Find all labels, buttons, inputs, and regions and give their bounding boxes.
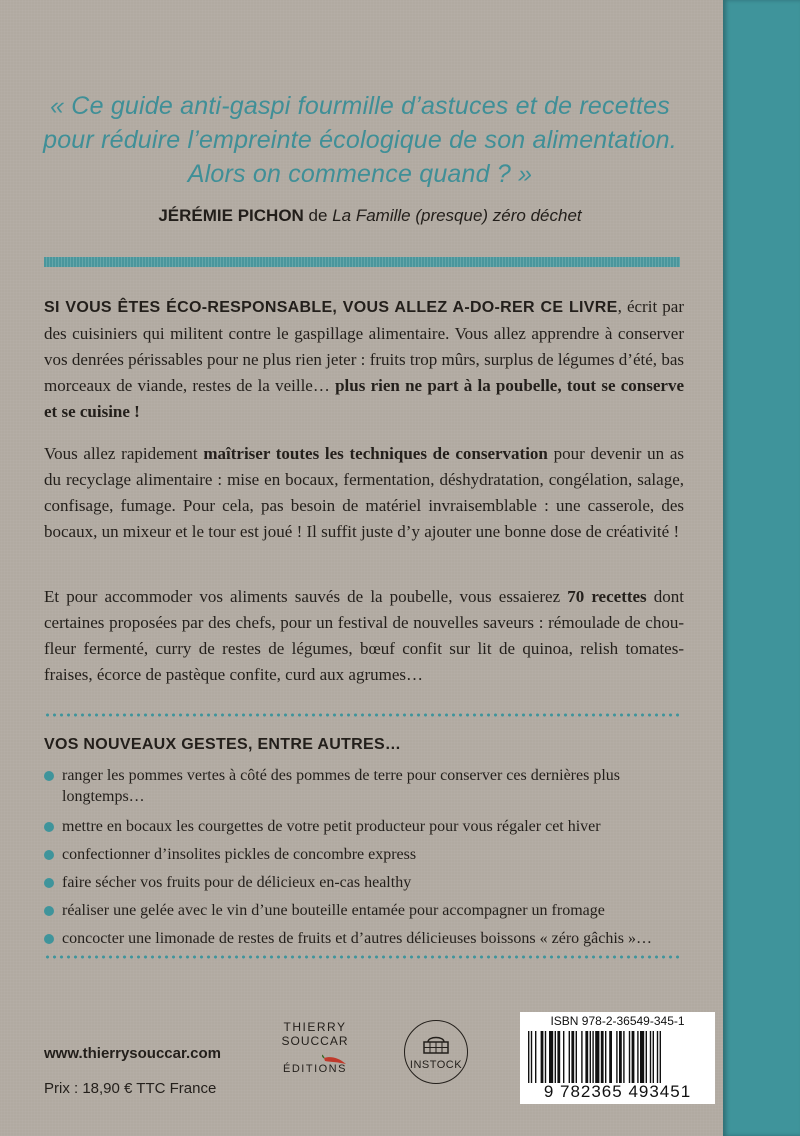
basket-icon: [422, 1033, 450, 1055]
list-item-text: confectionner d’insolites pickles de concombre express: [62, 846, 417, 863]
recipes-text-2: dont certaines proposées par des chefs, pour un festival de nouvelles saveurs : rémoulade de chou-fleur fermenté, curry de restes de légumes, bœuf confit sur lit de quinoa, relish tomates-fraises, écorce de pastèque confite, curd aux agrumes…: [44, 587, 685, 684]
bullet-dot-icon: [44, 771, 54, 781]
gestures-heading: VOS NOUVEAUX GESTES, ENTRE AUTRES…: [44, 736, 402, 753]
bullet-dot-icon: [44, 906, 54, 916]
list-item: [44, 872, 684, 893]
barcode-bar: [576, 1031, 577, 1083]
barcode-bar: [585, 1031, 588, 1083]
spine-band: [723, 0, 800, 1136]
barcode-bar: [653, 1031, 654, 1083]
barcode-bar: [531, 1031, 532, 1083]
barcode-bar: [569, 1031, 570, 1083]
barcode-bar: [637, 1031, 638, 1083]
barcode-bar: [563, 1031, 564, 1083]
publisher-name-line1: THIERRY: [283, 1020, 347, 1034]
list-item: [44, 765, 684, 807]
barcode-bar: [557, 1031, 560, 1083]
intro-bold: plus rien ne part à la poubelle, tout se conserve et se cuisine !: [44, 376, 684, 421]
barcode-bar: [640, 1031, 644, 1083]
attribution-connector: de: [303, 206, 333, 225]
list-item-text: mettre en bocaux les courgettes de votre petit producteur pour vous régaler cet hiver: [62, 818, 601, 835]
intro-text: , écrit par des cuisiniers qui militent contre le gaspillage alimentaire. Vous allez apprendre à conserver vos denrées périssables pour ne plus rien jeter : fruits trop mûrs, surplus de légumes d’été, bas morceaux de viande, restes de la veille…: [44, 297, 685, 395]
list-item: [44, 900, 684, 921]
intro-lead: SI VOUS ÊTES ÉCO-RESPONSABLE, VOUS ALLEZ A-DO-RER CE LIVRE: [44, 299, 618, 316]
barcode-bar: [632, 1031, 635, 1083]
barcode-bar: [571, 1031, 574, 1083]
barcode-bar: [595, 1031, 599, 1083]
barcode-bar: [609, 1031, 612, 1083]
barcode-icon: [528, 1031, 707, 1083]
techniques-bold: maîtriser toutes les techniques de conservation: [203, 444, 548, 463]
endorsement-quote: [40, 89, 680, 191]
barcode-bar: [601, 1031, 604, 1083]
barcode-bar: [545, 1031, 546, 1083]
instock-label: INSTOCK: [409, 1059, 463, 1071]
barcode-bar: [660, 1031, 661, 1083]
barcode-bar: [549, 1031, 553, 1083]
barcode-bar: [629, 1031, 630, 1083]
quote-attribution: [40, 206, 700, 226]
quote-line: pour réduire l’empreinte écologique de son alimentation.: [43, 126, 677, 154]
barcode-bar: [541, 1031, 544, 1083]
barcode-bar: [528, 1031, 529, 1083]
chili-pepper-icon: [322, 1054, 348, 1068]
list-item-text: faire sécher vos fruits pour de délicieux en-cas healthy: [62, 874, 412, 891]
instock-logo: [404, 1020, 468, 1084]
bullet-dot-icon: [44, 878, 54, 888]
paragraph-intro: [44, 294, 684, 425]
publisher-name-line2: SOUCCAR: [281, 1034, 349, 1048]
list-item-text: réaliser une gelée avec le vin d’une bouteille entamée pour accompagner un fromage: [62, 902, 605, 919]
bullet-dot-icon: [44, 822, 54, 832]
barcode-bar: [590, 1031, 591, 1083]
list-item-text: ranger les pommes vertes à côté des pommes de terre pour conserver ces dernières plus longtemps…: [62, 767, 621, 805]
barcode-bar: [616, 1031, 617, 1083]
recipes-bold: 70 recettes: [567, 587, 647, 606]
list-item: [44, 928, 684, 949]
separator-band: [44, 257, 680, 267]
bullet-dot-icon: [44, 850, 54, 860]
barcode-bar: [623, 1031, 624, 1083]
techniques-text-2: pour devenir un as du recyclage alimentaire : mise en bocaux, fermentation, déshydratation, congélation, salage, confisage, fumage. Pour cela, pas besoin de matériel invraisemblable : une casserole, des bocaux, un mixeur et le tour est joué ! Il suffit juste d’y ajouter une bonne dose de créativité !: [44, 444, 684, 541]
quote-line: Alors on commence quand ? »: [187, 160, 533, 188]
techniques-text: Vous allez rapidement: [44, 444, 204, 463]
barcode-bar: [581, 1031, 582, 1083]
gestures-list: [44, 765, 684, 956]
price-label: Prix : 18,90 € TTC France: [44, 1080, 217, 1097]
barcode-bar: [657, 1031, 658, 1083]
ean-number: 9 782365 493451: [543, 1082, 692, 1101]
bullet-dot-icon: [44, 934, 54, 944]
publisher-website: www.thierrysouccar.com: [44, 1045, 222, 1062]
quote-author: JÉRÉMIE PICHON: [158, 206, 304, 225]
barcode-bar: [619, 1031, 622, 1083]
list-item: [44, 844, 684, 865]
barcode-bar: [650, 1031, 651, 1083]
publisher-name-line3: ÉDITIONS: [283, 1063, 347, 1075]
barcode-bar: [592, 1031, 593, 1083]
isbn-number: ISBN 978-2-36549-345-1: [550, 1014, 685, 1028]
list-item: [44, 816, 684, 837]
barcode-bar: [646, 1031, 647, 1083]
dotted-divider-bottom: [44, 955, 680, 959]
barcode-bar: [535, 1031, 536, 1083]
list-item-text: concocter une limonade de restes de fruits et d’autres délicieuses boissons « zéro gâchis »…: [62, 930, 653, 947]
recipes-text: Et pour accommoder vos aliments sauvés de la poubelle, vous essaierez: [44, 587, 568, 606]
barcode-block: [520, 1012, 715, 1104]
barcode-bar: [605, 1031, 606, 1083]
barcode-bar: [555, 1031, 556, 1083]
paragraph-recipes: [44, 584, 684, 688]
quote-line: « Ce guide anti-gaspi fourmille d’astuces et de recettes: [50, 92, 670, 120]
quote-book-title: La Famille (presque) zéro déchet: [332, 206, 582, 225]
paragraph-techniques: [44, 441, 684, 545]
dotted-divider: [44, 713, 680, 717]
